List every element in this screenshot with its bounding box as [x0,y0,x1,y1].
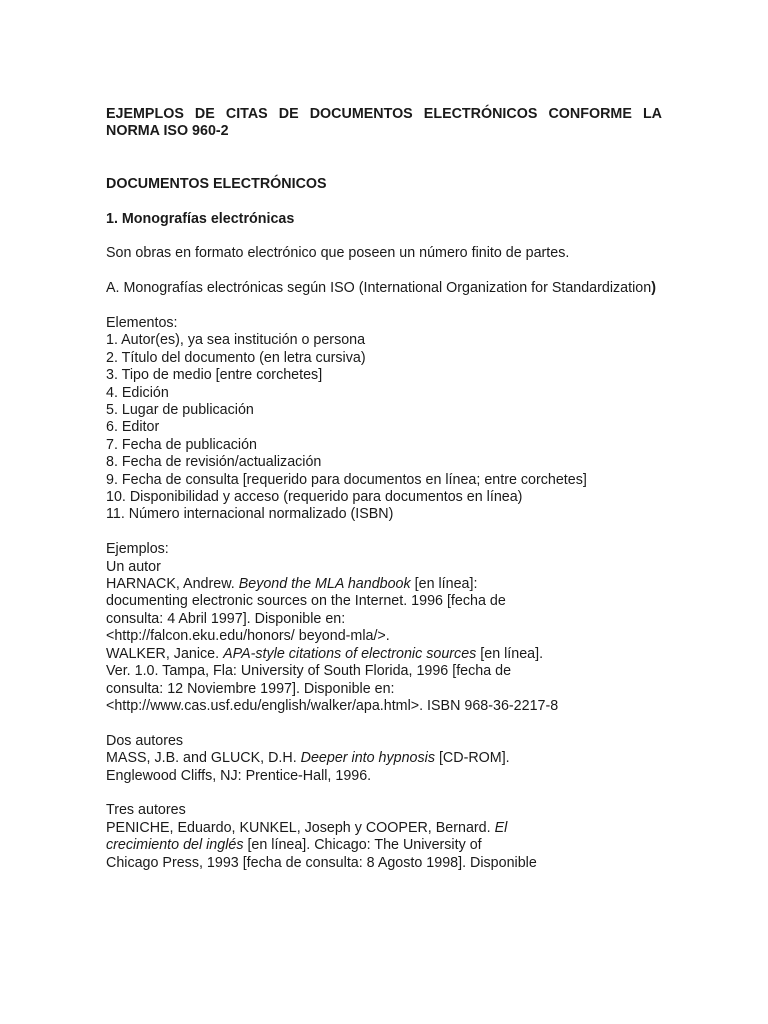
two-authors-label: Dos autores [106,732,184,749]
ref-line: Ver. 1.0. Tampa, Fla: University of South Florida, 1996 [fecha de [106,663,512,680]
ref-line: consulta: 12 Noviembre 1997]. Disponible en: [106,680,395,697]
section-a-paren: ) [651,280,656,297]
ref-medium: [en línea]. Chicago: The University of [243,837,482,854]
ref-medium: [en línea]. [476,645,544,662]
document-page [106,106,662,872]
ref-author: PENICHE, Eduardo, KUNKEL, Joseph y COOPER, Bernard. [106,819,495,836]
list-item: 1. Autor(es), ya sea institución o persona [106,332,366,349]
ref-medium: [en línea]: [410,576,478,593]
reference-walker [106,646,662,716]
ref-author: HARNACK, Andrew. [106,576,239,593]
list-item: 11. Número internacional normalizado (ISBN) [106,506,394,523]
ref-line [106,750,662,767]
ref-line: Englewood Cliffs, NJ: Prentice-Hall, 1996. [106,767,372,784]
list-item: 10. Disponibilidad y acceso (requerido para documentos en línea) [106,489,523,506]
ref-line [106,646,662,663]
list-item: 5. Lugar de publicación [106,402,254,419]
three-authors-block [106,802,662,872]
section-a-text: A. Monografías electrónicas según ISO (International Organization for Standardization [106,280,652,297]
examples-block [106,541,662,715]
section-heading: DOCUMENTOS ELECTRÓNICOS [106,175,327,192]
ref-line [106,576,662,593]
ref-line: consulta: 4 Abril 1997]. Disponible en: [106,610,346,627]
ref-author: MASS, J.B. and GLUCK, D.H. [106,750,301,767]
list-item: 8. Fecha de revisión/actualización [106,454,322,471]
reference-harnack [106,576,662,646]
ref-title: APA-style citations of electronic sources [223,645,477,662]
ref-line: documenting electronic sources on the Internet. 1996 [fecha de [106,593,506,610]
one-author-label: Un autor [106,558,161,575]
ref-title: El [494,819,508,836]
reference-peniche [106,820,662,872]
section-a-paragraph [106,280,662,297]
elements-block [106,315,662,524]
list-item: 6. Editor [106,419,160,436]
list-item: 3. Tipo de medio [entre corchetes] [106,367,323,384]
elements-label: Elementos: [106,315,178,331]
examples-label: Ejemplos: [106,541,169,558]
subsection-heading: 1. Monografías electrónicas [106,210,295,227]
ref-line: <http://www.cas.usf.edu/english/walker/apa.html>. ISBN 968-36-2217-8 [106,697,559,714]
ref-title: Deeper into hypnosis [300,750,435,767]
list-item: 9. Fecha de consulta [requerido para documentos en línea; entre corchetes] [106,471,587,488]
ref-title: crecimiento del inglés [106,837,244,854]
list-item: 2. Título del documento (en letra cursiva) [106,349,366,366]
ref-line: <http://falcon.eku.edu/honors/ beyond-mla/>. [106,628,390,645]
ref-line [106,820,662,837]
list-item: 4. Edición [106,384,169,401]
reference-mass [106,750,662,785]
ref-title: Beyond the MLA handbook [238,576,411,593]
three-authors-label: Tres autores [106,802,186,819]
ref-line [106,837,662,854]
ref-line: Chicago Press, 1993 [fecha de consulta: 8 Agosto 1998]. Disponible [106,854,537,871]
two-authors-block [106,733,662,785]
intro-paragraph: Son obras en formato electrónico que poseen un número finito de partes. [106,245,570,262]
ref-author: WALKER, Janice. [106,645,224,662]
elements-list [106,332,662,523]
list-item: 7. Fecha de publicación [106,436,258,453]
document-title: EJEMPLOS DE CITAS DE DOCUMENTOS ELECTRÓNICOS CONFORME LA NORMA ISO 960-2 [106,106,662,140]
ref-medium: [CD-ROM]. [434,750,510,767]
